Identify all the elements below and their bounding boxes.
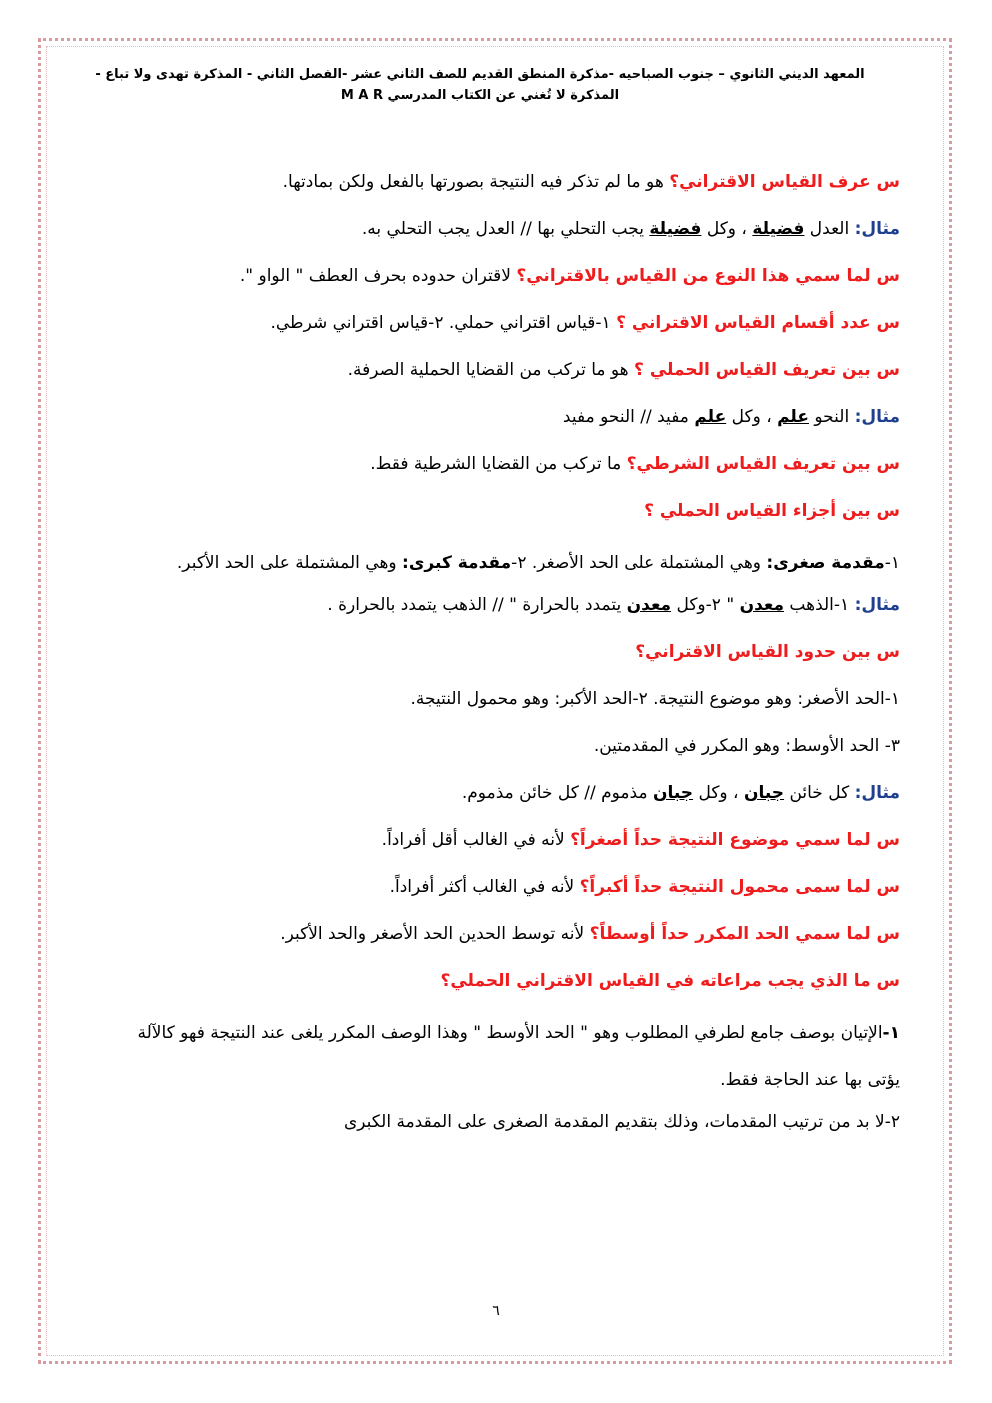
underlined-term: جبان — [652, 783, 694, 803]
question-3 — [100, 305, 900, 352]
example-text: ، وكل — [726, 407, 778, 427]
question-1 — [100, 164, 900, 211]
example-text: ، وكل — [693, 783, 744, 803]
answer-text: هو ما تركب من القضايا الحملية الصرفة. — [347, 360, 635, 380]
example-text: العدل — [804, 219, 855, 239]
question-text: س لما سمى محمول النتيجة حداً أكبراً؟ — [579, 877, 900, 897]
underlined-term: جبان — [743, 783, 785, 803]
example-2 — [100, 399, 900, 446]
question-4 — [100, 352, 900, 399]
question-text: س بين أجزاء القياس الحملي ؟ — [644, 501, 900, 521]
question-text: س بين حدود القياس الاقتراني؟ — [635, 642, 900, 662]
example-label: مثال: — [854, 783, 900, 803]
parts-text: وهي المشتملة على الحد الأكبر. — [176, 553, 403, 573]
header-line-1: المعهد الديني الثانوي – جنوب الصباحيه -مذكرة المنطق القديم للصف الثاني عشر -الفصل الثاني - المذكرة تهدى ولا تباع - — [95, 67, 865, 82]
example-label: مثال: — [854, 219, 900, 239]
underlined-term: علم — [694, 407, 727, 427]
example-text: كل خائن — [784, 783, 855, 803]
example-1 — [100, 211, 900, 258]
document-body — [100, 164, 900, 1151]
premises-parts — [100, 540, 900, 587]
example-label: مثال: — [854, 407, 900, 427]
question-text: س عرف القياس الاقتراني؟ — [669, 172, 900, 192]
question-9 — [100, 869, 900, 916]
answer-text: ١-قياس اقتراني حملي. ٢-قياس اقتراني شرطي. — [270, 313, 617, 333]
question-text: س ما الذي يجب مراعاته في القياس الاقتراني الحملي؟ — [440, 971, 900, 991]
question-5 — [100, 446, 900, 493]
question-7 — [100, 634, 900, 681]
question-text: س بين تعريف القياس الشرطي؟ — [626, 454, 900, 474]
underlined-term: معدن — [626, 595, 672, 615]
term-bold: مقدمة صغرى: — [766, 553, 885, 573]
example-text: مفيد // النحو مفيد — [562, 407, 695, 427]
question-6 — [100, 493, 900, 540]
example-text: مذموم // كل خائن مذموم. — [461, 783, 653, 803]
question-11 — [100, 963, 900, 1010]
example-text: يجب التحلي بها // العدل يجب التحلي به. — [361, 219, 650, 239]
parts-text: وهي المشتملة على الحد الأصغر. ٢- — [511, 553, 767, 573]
example-label: مثال: — [854, 595, 900, 615]
rule-1 — [100, 1010, 900, 1104]
underlined-term: معدن — [739, 595, 785, 615]
question-text: س لما سمي الحد المكرر حداً أوسطاً؟ — [589, 924, 900, 944]
answer-text: ما تركب من القضايا الشرطية فقط. — [370, 454, 627, 474]
underlined-term: فضيلة — [649, 219, 702, 239]
question-text: س عدد أقسام القياس الاقتراني ؟ — [616, 313, 900, 333]
answer-text: لأنه توسط الحدين الحد الأصغر والحد الأكبر. — [280, 924, 590, 944]
question-text: س لما سمي هذا النوع من القياس بالاقتراني؟ — [516, 266, 900, 286]
example-text: ، وكل — [701, 219, 753, 239]
rule-2: ٢-لا بد من ترتيب المقدمات، وذلك بتقديم المقدمة الصغرى على المقدمة الكبرى — [343, 1112, 900, 1132]
question-text: س لما سمي موضوع النتيجة حداً أصغراً؟ — [570, 830, 900, 850]
answer-text: لأنه في الغالب أقل أفراداً. — [381, 830, 571, 850]
example-text: النحو — [808, 407, 855, 427]
header-line-2: المذكرة لا تُغني عن الكتاب المدرسي M A R — [340, 88, 620, 103]
example-4 — [100, 775, 900, 822]
question-text: س بين تعريف القياس الحملي ؟ — [634, 360, 900, 380]
question-10 — [100, 916, 900, 963]
term-bold: مقدمة كبرى: — [402, 553, 512, 573]
terms-line-2: ٣- الحد الأوسط: وهو المكرر في المقدمتين. — [593, 736, 900, 756]
list-number: ١- — [882, 1023, 900, 1043]
question-2 — [100, 258, 900, 305]
example-text: " ٢-وكل — [671, 595, 740, 615]
question-8 — [100, 822, 900, 869]
document-header — [60, 64, 900, 106]
answer-text: لأنه في الغالب أكثر أفراداً. — [389, 877, 580, 897]
underlined-term: فضيلة — [752, 219, 805, 239]
example-3 — [100, 587, 900, 634]
answer-text: هو ما لم تذكر فيه النتيجة بصورتها بالفعل ولكن بمادتها. — [282, 172, 670, 192]
example-text: ١-الذهب — [784, 595, 855, 615]
rule-text: الإتيان بوصف جامع لطرفي المطلوب وهو " الحد الأوسط " وهذا الوصف المكرر يلغى عند النتيجة فهو كالآلة يؤتى بها عند الحاجة فقط. — [137, 1023, 900, 1090]
underlined-term: علم — [777, 407, 809, 427]
terms-line-1: ١-الحد الأصغر: وهو موضوع النتيجة. ٢-الحد الأكبر: وهو محمول النتيجة. — [410, 689, 900, 709]
answer-text: لاقتران حدوده بحرف العطف " الواو ". — [239, 266, 517, 286]
page-number: ٦ — [492, 1303, 500, 1319]
list-number: ١- — [884, 553, 900, 573]
example-text: يتمدد بالحرارة " // الذهب يتمدد بالحرارة . — [327, 595, 627, 615]
